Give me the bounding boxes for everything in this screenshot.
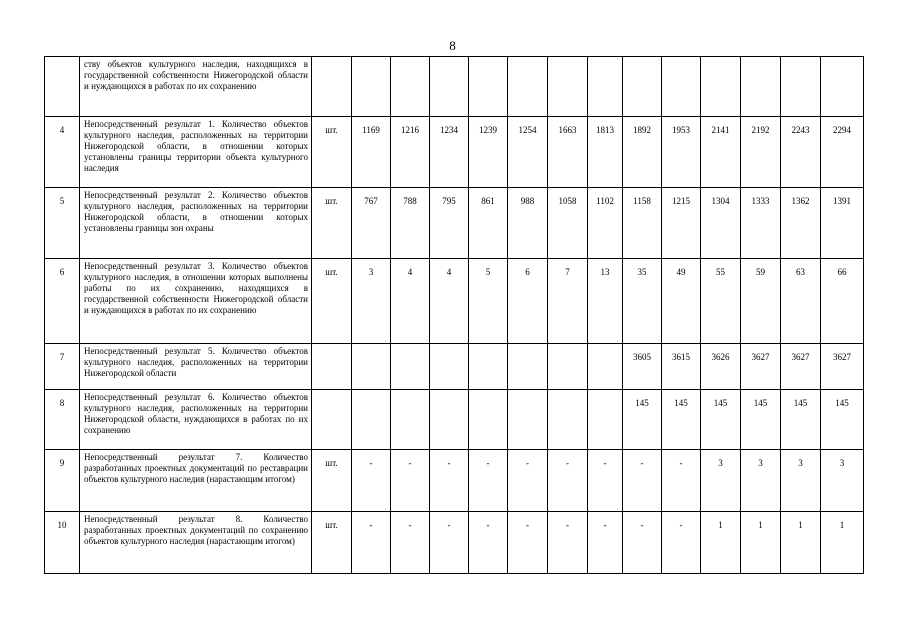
row-value bbox=[391, 344, 430, 390]
row-value: 3626 bbox=[701, 344, 741, 390]
row-value: 145 bbox=[662, 390, 701, 450]
table-row bbox=[45, 259, 864, 344]
row-value: 1813 bbox=[588, 117, 623, 188]
row-value: 1 bbox=[701, 512, 741, 574]
row-value: 145 bbox=[821, 390, 864, 450]
row-number: 7 bbox=[45, 344, 80, 390]
row-value: 1234 bbox=[430, 117, 469, 188]
row-value: 1362 bbox=[781, 188, 821, 259]
row-value: 2243 bbox=[781, 117, 821, 188]
row-value bbox=[469, 57, 508, 117]
row-value: 1239 bbox=[469, 117, 508, 188]
row-value: 3 bbox=[352, 259, 391, 344]
table-row bbox=[45, 344, 864, 390]
row-value: 3627 bbox=[741, 344, 781, 390]
row-value: 1391 bbox=[821, 188, 864, 259]
row-value: 1158 bbox=[623, 188, 662, 259]
row-value: 3627 bbox=[781, 344, 821, 390]
row-value bbox=[623, 57, 662, 117]
row-value: 3 bbox=[821, 450, 864, 512]
row-value bbox=[548, 390, 588, 450]
row-value: 1 bbox=[821, 512, 864, 574]
row-value: - bbox=[430, 450, 469, 512]
results-table bbox=[44, 56, 864, 574]
row-value: 1058 bbox=[548, 188, 588, 259]
row-value: - bbox=[662, 450, 701, 512]
row-number: 10 bbox=[45, 512, 80, 574]
row-value: 3 bbox=[741, 450, 781, 512]
row-value: 3605 bbox=[623, 344, 662, 390]
row-number: 9 bbox=[45, 450, 80, 512]
row-value: 66 bbox=[821, 259, 864, 344]
row-value bbox=[508, 57, 548, 117]
row-value bbox=[662, 57, 701, 117]
row-value: 1169 bbox=[352, 117, 391, 188]
row-unit: шт. bbox=[312, 512, 352, 574]
row-unit: шт. bbox=[312, 117, 352, 188]
row-value: 13 bbox=[588, 259, 623, 344]
row-value: 145 bbox=[741, 390, 781, 450]
page-number: 8 bbox=[449, 38, 456, 53]
row-value bbox=[781, 57, 821, 117]
row-value: 1892 bbox=[623, 117, 662, 188]
row-value bbox=[430, 344, 469, 390]
row-value bbox=[548, 57, 588, 117]
table-row bbox=[45, 390, 864, 450]
row-value: 1953 bbox=[662, 117, 701, 188]
row-number: 5 bbox=[45, 188, 80, 259]
row-value: 3 bbox=[781, 450, 821, 512]
row-value: - bbox=[548, 450, 588, 512]
row-value bbox=[469, 344, 508, 390]
row-value: - bbox=[391, 512, 430, 574]
row-value: - bbox=[469, 512, 508, 574]
row-value: - bbox=[662, 512, 701, 574]
row-description: Непосредственный результат 7. Количество разработанных проектных документаций по реставрации объектов культурного наследия (нарастающим итогом) bbox=[80, 450, 312, 512]
row-value bbox=[701, 57, 741, 117]
row-number: 8 bbox=[45, 390, 80, 450]
row-value: 861 bbox=[469, 188, 508, 259]
row-value: 988 bbox=[508, 188, 548, 259]
row-unit: шт. bbox=[312, 450, 352, 512]
row-value: 3627 bbox=[821, 344, 864, 390]
row-value: 3615 bbox=[662, 344, 701, 390]
row-value: 55 bbox=[701, 259, 741, 344]
row-value bbox=[391, 57, 430, 117]
row-value: 59 bbox=[741, 259, 781, 344]
row-value: - bbox=[391, 450, 430, 512]
row-value bbox=[588, 344, 623, 390]
row-description: Непосредственный результат 3. Количество объектов культурного наследия, в отношении которых выполнены работы по их сохранению, находящихся в государственной собственности Нижегородской области и нуждающихся в работах по их сохранению bbox=[80, 259, 312, 344]
row-unit bbox=[312, 344, 352, 390]
row-value bbox=[352, 57, 391, 117]
row-value bbox=[508, 390, 548, 450]
row-value: 1216 bbox=[391, 117, 430, 188]
row-value bbox=[548, 344, 588, 390]
row-value: 49 bbox=[662, 259, 701, 344]
row-value bbox=[508, 344, 548, 390]
row-value: 1304 bbox=[701, 188, 741, 259]
row-value: 7 bbox=[548, 259, 588, 344]
table-row bbox=[45, 450, 864, 512]
row-value: - bbox=[352, 512, 391, 574]
row-description: Непосредственный результат 2. Количество объектов культурного наследия, расположенных на территории Нижегородской области, в отношении которых установлены границы зон охраны bbox=[80, 188, 312, 259]
row-value: 35 bbox=[623, 259, 662, 344]
row-value bbox=[430, 57, 469, 117]
row-description: Непосредственный результат 6. Количество объектов культурного наследия, расположенных на территории Нижегородской области, нуждающихся в работах по их сохранению bbox=[80, 390, 312, 450]
row-description: Непосредственный результат 5. Количество объектов культурного наследия, расположенных на территории Нижегородской области bbox=[80, 344, 312, 390]
row-description: Непосредственный результат 1. Количество объектов культурного наследия, расположенных на территории Нижегородской области, в отношении которых установлены границы территории объекта культурного наследия bbox=[80, 117, 312, 188]
row-value: - bbox=[508, 450, 548, 512]
row-value: - bbox=[508, 512, 548, 574]
table-row bbox=[45, 188, 864, 259]
row-value bbox=[352, 390, 391, 450]
row-number bbox=[45, 57, 80, 117]
row-value: 145 bbox=[701, 390, 741, 450]
row-value: 145 bbox=[781, 390, 821, 450]
row-value: 1102 bbox=[588, 188, 623, 259]
row-value: 1 bbox=[741, 512, 781, 574]
row-value: 1215 bbox=[662, 188, 701, 259]
row-value: 3 bbox=[701, 450, 741, 512]
row-value: 1663 bbox=[548, 117, 588, 188]
row-value bbox=[430, 390, 469, 450]
table-row bbox=[45, 117, 864, 188]
row-value: 6 bbox=[508, 259, 548, 344]
row-value bbox=[741, 57, 781, 117]
row-unit bbox=[312, 390, 352, 450]
row-unit: шт. bbox=[312, 188, 352, 259]
row-value: 767 bbox=[352, 188, 391, 259]
row-value bbox=[821, 57, 864, 117]
row-value: - bbox=[469, 450, 508, 512]
row-value bbox=[588, 390, 623, 450]
row-value: 2294 bbox=[821, 117, 864, 188]
row-value: 2141 bbox=[701, 117, 741, 188]
row-number: 4 bbox=[45, 117, 80, 188]
row-value: 4 bbox=[430, 259, 469, 344]
row-value: 1333 bbox=[741, 188, 781, 259]
row-value: - bbox=[623, 450, 662, 512]
row-value: - bbox=[548, 512, 588, 574]
row-value: - bbox=[588, 450, 623, 512]
row-description: ству объектов культурного наследия, находящихся в государственной собственности Нижегородской области и нуждающихся в работах по их сохранению bbox=[80, 57, 312, 117]
row-value: 1254 bbox=[508, 117, 548, 188]
row-unit bbox=[312, 57, 352, 117]
row-value: 63 bbox=[781, 259, 821, 344]
row-value: 2192 bbox=[741, 117, 781, 188]
row-value: - bbox=[623, 512, 662, 574]
row-value: 795 bbox=[430, 188, 469, 259]
row-number: 6 bbox=[45, 259, 80, 344]
table-row bbox=[45, 57, 864, 117]
row-value: - bbox=[352, 450, 391, 512]
row-value bbox=[391, 390, 430, 450]
row-value bbox=[588, 57, 623, 117]
row-value: 1 bbox=[781, 512, 821, 574]
row-value: 145 bbox=[623, 390, 662, 450]
row-description: Непосредственный результат 8. Количество разработанных проектных документаций по сохранению объектов культурного наследия (нарастающим итогом) bbox=[80, 512, 312, 574]
row-unit: шт. bbox=[312, 259, 352, 344]
row-value: - bbox=[588, 512, 623, 574]
row-value: 4 bbox=[391, 259, 430, 344]
row-value bbox=[352, 344, 391, 390]
row-value: - bbox=[430, 512, 469, 574]
row-value: 788 bbox=[391, 188, 430, 259]
row-value bbox=[469, 390, 508, 450]
row-value: 5 bbox=[469, 259, 508, 344]
table-row bbox=[45, 512, 864, 574]
